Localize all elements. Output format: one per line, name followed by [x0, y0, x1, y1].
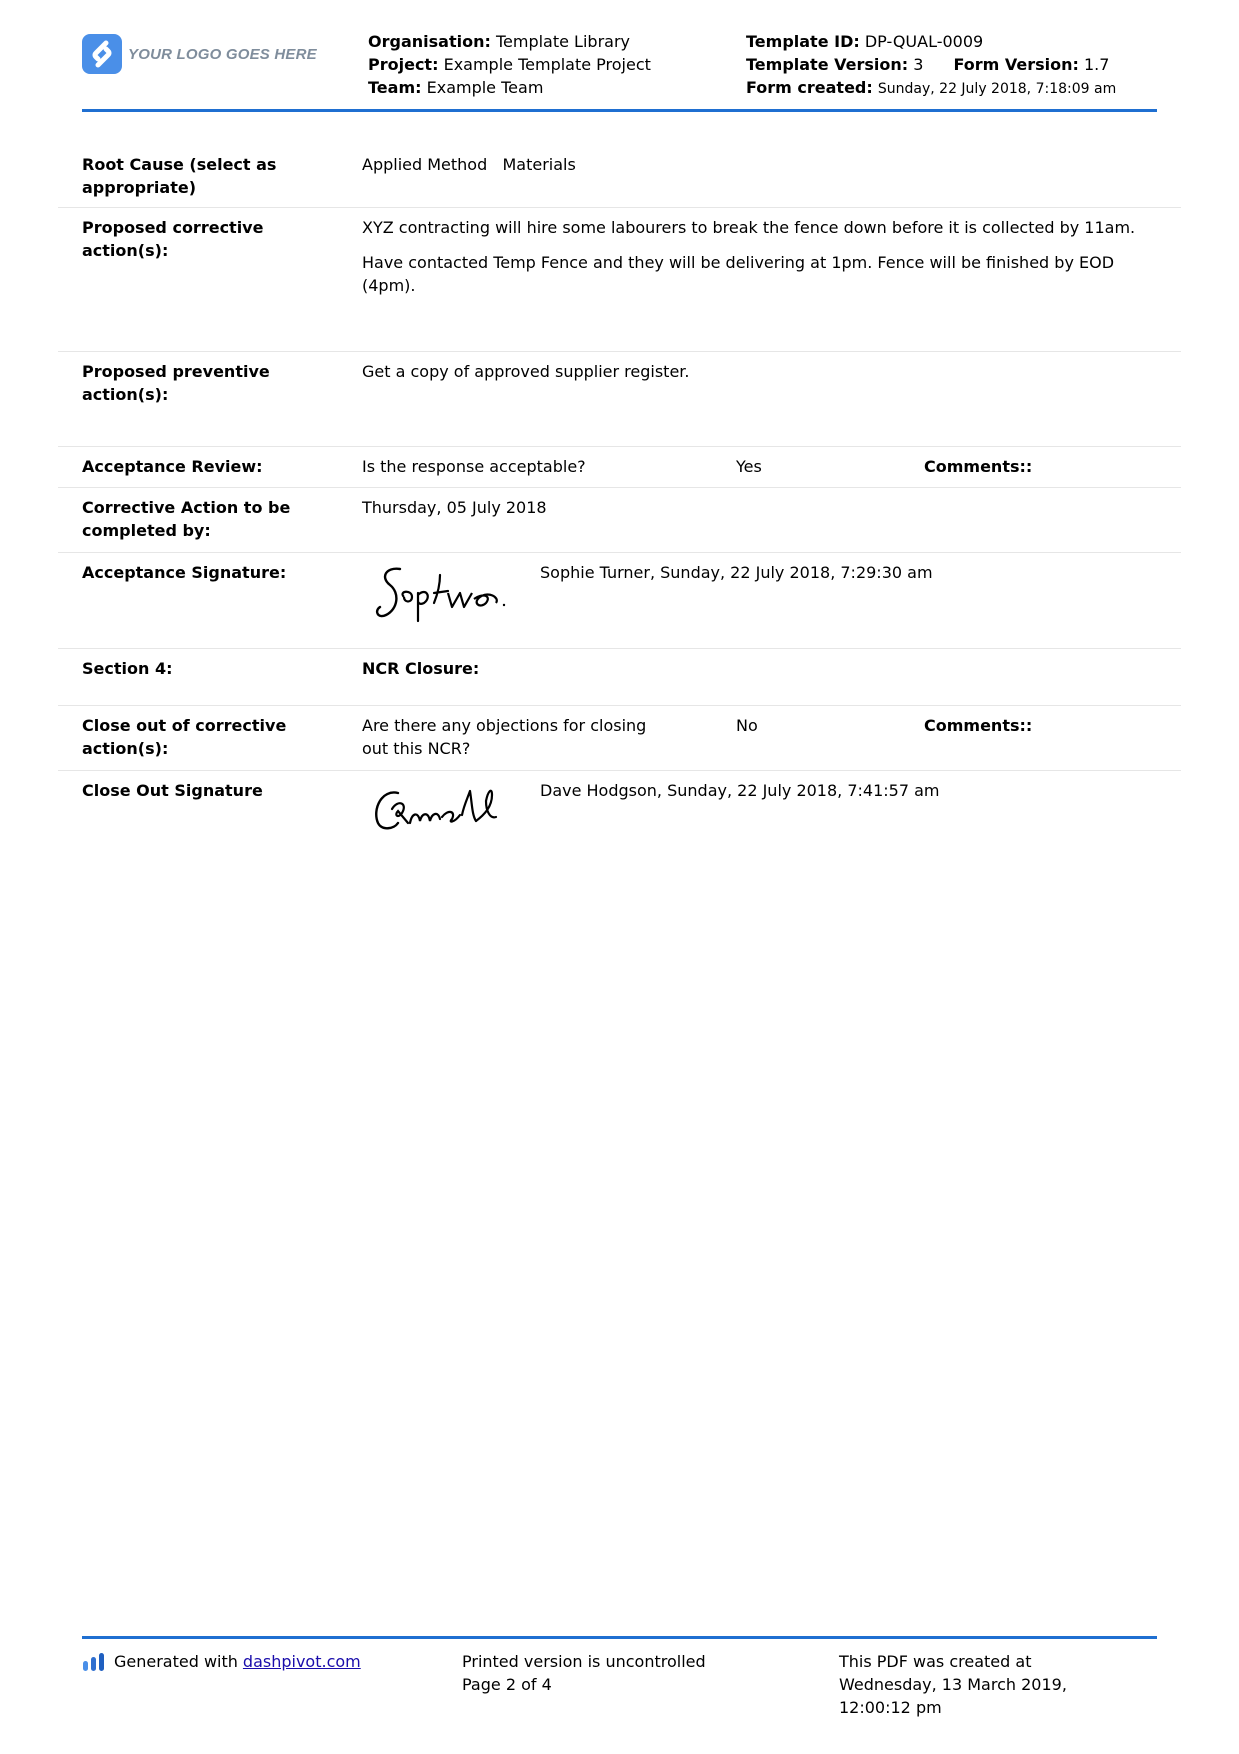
organisation-label: Organisation:	[368, 32, 491, 51]
acceptance-review-comments-label: Comments::	[924, 457, 1033, 476]
close-out-label: Close out of corrective action(s):	[82, 716, 287, 758]
logo-badge-icon	[82, 34, 122, 74]
corrective-action-paragraph: Have contacted Temp Fence and they will be delivering at 1pm. Fence will be finished by EOD (4pm).	[362, 253, 1115, 295]
completed-by-value: Thursday, 05 July 2018	[362, 498, 547, 517]
form-created-value: Sunday, 22 July 2018, 7:18:09 am	[877, 81, 1117, 97]
pdf-created-info	[839, 1650, 1067, 1719]
close-out-answer: No	[736, 716, 758, 735]
version-line	[746, 53, 1116, 76]
dashpivot-link[interactable]: dashpivot.com	[242, 1652, 361, 1671]
footer-divider	[82, 1636, 1157, 1639]
header-divider	[82, 109, 1157, 112]
root-cause-value: Applied Method Materials	[362, 155, 576, 174]
preventive-action-label: Proposed preventive action(s):	[82, 362, 270, 404]
completed-by-label: Corrective Action to be completed by:	[82, 498, 291, 540]
header-org-info	[368, 30, 651, 99]
acceptance-review-question: Is the response acceptable?	[362, 457, 586, 476]
form-created-line	[746, 76, 1116, 101]
generated-with	[82, 1650, 361, 1673]
team-line	[368, 76, 651, 99]
pdf-created-time: 12:00:12 pm	[839, 1698, 942, 1717]
close-out-signature-row	[58, 771, 1181, 851]
close-out-signature-image	[368, 779, 508, 839]
section-4-row	[58, 649, 1181, 706]
project-value: Example Template Project	[443, 55, 651, 74]
acceptance-signature-row	[58, 553, 1181, 649]
close-out-signature-label: Close Out Signature	[82, 781, 263, 800]
team-value: Example Team	[426, 78, 544, 97]
root-cause-label: Root Cause (select as appropriate)	[82, 155, 277, 197]
header-template-info	[746, 30, 1116, 101]
close-out-comments-label: Comments::	[924, 716, 1033, 735]
ncr-closure-heading: NCR Closure:	[362, 659, 480, 678]
acceptance-review-label: Acceptance Review:	[82, 457, 263, 476]
close-out-signature-signer: Dave Hodgson, Sunday, 22 July 2018, 7:41:57 am	[540, 781, 940, 800]
section-4-label: Section 4:	[82, 659, 173, 678]
generated-prefix: Generated with	[114, 1652, 238, 1671]
corrective-action-label: Proposed corrective action(s):	[82, 218, 264, 260]
template-version-label: Template Version:	[746, 55, 909, 74]
company-logo	[82, 34, 317, 74]
page-number: Page 2 of 4	[462, 1675, 552, 1694]
page-header	[82, 28, 1157, 110]
form-version-value: 1.7	[1083, 55, 1110, 74]
acceptance-review-answer: Yes	[736, 457, 762, 476]
template-id-line	[746, 30, 1116, 53]
print-control-note	[462, 1650, 706, 1696]
preventive-action-value: Get a copy of approved supplier register.	[362, 362, 690, 381]
root-cause-row	[58, 145, 1181, 208]
project-line	[368, 53, 651, 76]
team-label: Team:	[368, 78, 422, 97]
acceptance-review-row	[58, 447, 1181, 488]
preventive-action-row	[58, 352, 1181, 447]
organisation-value: Template Library	[495, 32, 630, 51]
project-label: Project:	[368, 55, 439, 74]
dashpivot-bars-icon	[82, 1652, 106, 1672]
close-out-row	[58, 706, 1181, 771]
uncontrolled-text: Printed version is uncontrolled	[462, 1652, 706, 1671]
corrective-action-paragraph: XYZ contracting will hire some labourers to break the fence down before it is collected by 11am.	[362, 218, 1136, 237]
form-created-label: Form created:	[746, 78, 873, 97]
template-version-value: 3	[913, 55, 924, 74]
corrective-action-row	[58, 208, 1181, 352]
organisation-line	[368, 30, 651, 53]
form-version-label: Form Version:	[953, 55, 1079, 74]
completed-by-row	[58, 488, 1181, 553]
template-id-value: DP-QUAL-0009	[864, 32, 984, 51]
acceptance-signature-signer: Sophie Turner, Sunday, 22 July 2018, 7:29:30 am	[540, 563, 933, 582]
close-out-question: Are there any objections for closing out this NCR?	[362, 716, 647, 758]
corrective-action-value	[362, 216, 1137, 309]
form-fields	[58, 145, 1181, 851]
acceptance-signature-image	[368, 563, 518, 633]
pdf-created-line: This PDF was created at	[839, 1652, 1032, 1671]
logo-text: YOUR LOGO GOES HERE	[128, 45, 317, 63]
acceptance-signature-label: Acceptance Signature:	[82, 563, 287, 582]
template-id-label: Template ID:	[746, 32, 860, 51]
pdf-created-date: Wednesday, 13 March 2019,	[839, 1675, 1067, 1694]
